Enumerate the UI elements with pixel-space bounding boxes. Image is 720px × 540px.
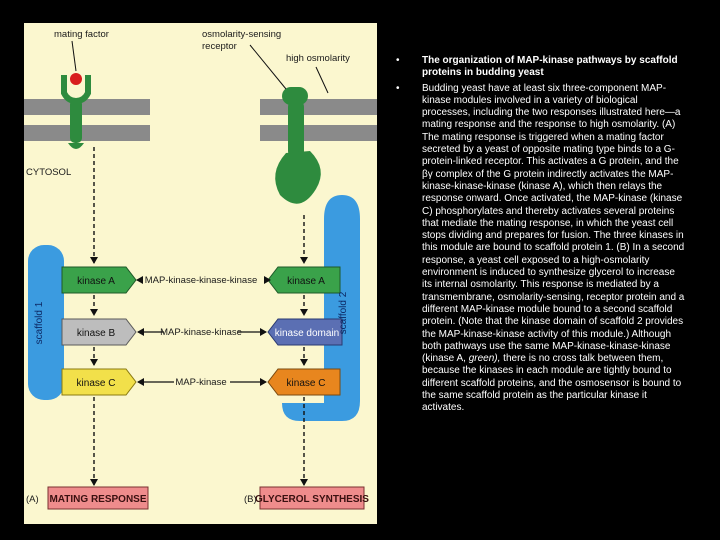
bullet-marker: •: [396, 55, 400, 66]
mating-factor-icon: [70, 73, 82, 85]
pathway-figure: [24, 23, 377, 524]
caption-title: The organization of MAP-kinase pathways by scaffold proteins in budding yeast: [422, 55, 678, 79]
bullet-marker: •: [396, 82, 400, 94]
bullet-item-body: [396, 83, 686, 415]
mapkk-label: MAP-kinase-kinase: [160, 327, 242, 338]
mapk-label: MAP-kinase: [175, 377, 227, 388]
kinase-a-left-label: kinase A: [77, 276, 115, 287]
kinase-c-right-label: kinase C: [286, 378, 326, 389]
caption-body-italic: green),: [468, 353, 501, 365]
cytosol-label: CYTOSOL: [26, 167, 72, 178]
kinase-a-right-label: kinase A: [287, 276, 325, 287]
high-osmolarity-label: high osmolarity: [286, 53, 350, 64]
membrane-left: [24, 99, 150, 141]
caption-body: [422, 83, 686, 415]
osmolarity-receptor-label-2: receptor: [202, 41, 237, 52]
mapkkk-label: MAP-kinase-kinase-kinase: [144, 275, 258, 286]
mating-factor-label: mating factor: [54, 29, 109, 40]
osmolarity-receptor-label-1: osmolarity-sensing: [202, 29, 282, 40]
panel-b-label: (B): [244, 494, 257, 505]
kinase-c-left-label: kinase C: [76, 378, 116, 389]
scaffold-1-label: scaffold 1: [34, 301, 45, 345]
glycerol-synthesis-label: GLYCEROL SYNTHESIS: [255, 494, 369, 505]
mating-response-label: MATING RESPONSE: [49, 494, 147, 505]
kinase-domain-right-label: kinase domain: [274, 328, 340, 339]
caption-body-part2: there is no cross talk between them, because the kinases in each module are tightly bound to different scaffold proteins, and the osmosensor is bound to the same scaffold protein as the particular kinase it activates.: [422, 353, 682, 414]
kinase-b-left-label: kinase B: [76, 328, 116, 339]
panel-a-label: (A): [26, 494, 39, 505]
caption-panel: [396, 55, 686, 418]
scaffold-2-label: scaffold 2: [338, 291, 349, 335]
bullet-item-title: [396, 55, 686, 80]
caption-body-part1: Budding yeast have at least six three-component MAP-kinase modules involved in a variety of biological processes, including the two responses illustrated here—a mating response and the response to high osmolarity. (A) The mating response is triggered when a mating factor secreted by a yeast of opposite mating type binds to a G-protein-linked receptor. This activates a G protein, and the βγ complex of the G protein indirectly activates the MAP-kinase-kinase-kinase (kinase A), which then relays the response onward. Once activated, the MAP-kinase (kinase C) phosphorylates and thereby activates several proteins that mediate the mating response, in which the yeast cell stops dividing and prepares for fusion. The three kinases in this module are bound to scaffold protein 1. (B) In a second response, a yeast cell exposed to a high-osmolarity environment is induced to synthesize glycerol to increase its internal osmolarity. This response is mediated by a transmembrane, osmolarity-sensing, receptor protein and a different MAP-kinase module bound to a second scaffold protein. (Note that the kinase domain of scaffold 2 provides the MAP-kinase-kinase activity of this module.) Although both pathways use the same MAP-kinase-kinase-kinase (kinase A,: [422, 82, 685, 365]
membrane-right: [260, 99, 377, 141]
